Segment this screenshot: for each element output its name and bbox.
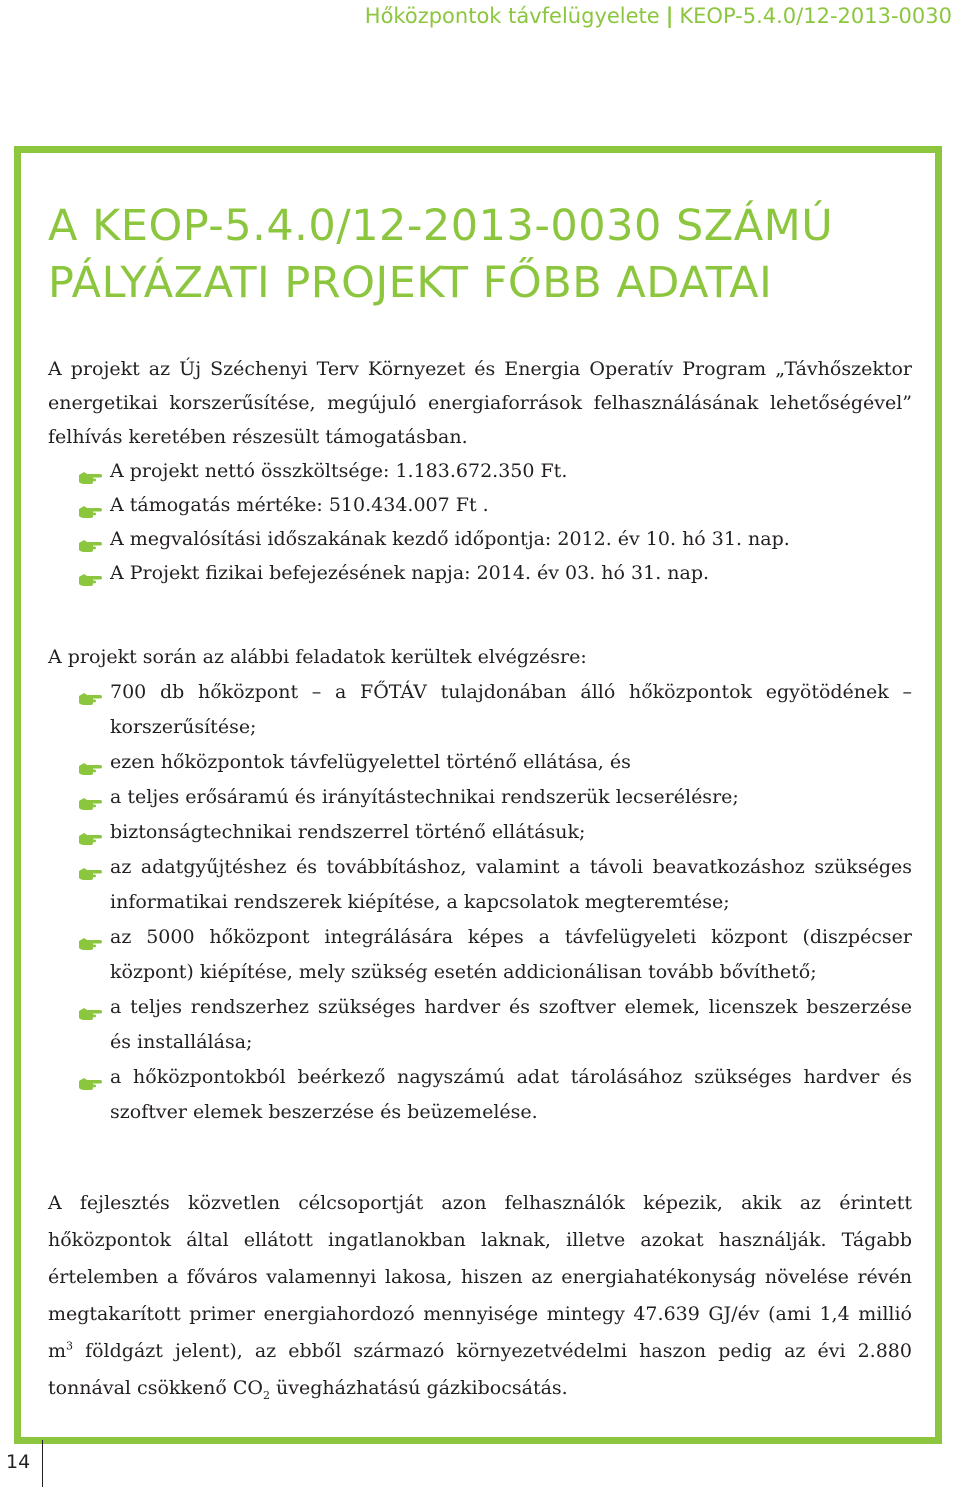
pointing-hand-icon: [78, 1068, 102, 1082]
tasks-section: [48, 640, 912, 1130]
final-text-1: A fejlesztés közvetlen célcsoportját azon felhasználók képezik, akik az érintett hőközpontok által ellátott ingatlanokban laknak, illetve azokat használják. Tágabb értelemben a főváros valamennyi lakosa, hiszen az energiahatékonyság növelése révén megtakarított primer energiahordozó mennyisége mintegy 47.639 GJ/év (ami 1,4 millió m: [48, 1192, 912, 1362]
pointing-hand-icon: [78, 998, 102, 1012]
task-item: [48, 780, 912, 815]
pointing-hand-icon: [78, 564, 102, 578]
page-number: 14: [6, 1451, 31, 1473]
task-item: [48, 990, 912, 1060]
pointing-hand-icon: [78, 683, 102, 697]
pointing-hand-icon: [78, 753, 102, 767]
page-title-line-1: A KEOP-5.4.0/12-2013-0030 SZÁMÚ: [48, 201, 834, 251]
fact-item: [48, 522, 912, 556]
task-item: [48, 745, 912, 780]
pointing-hand-icon: [78, 858, 102, 872]
header-project-code: KEOP-5.4.0/12-2013-0030: [679, 4, 952, 28]
pointing-hand-icon: [78, 496, 102, 510]
pointing-hand-icon: [78, 462, 102, 476]
task-item: [48, 675, 912, 745]
pointing-hand-icon: [78, 788, 102, 802]
task-item-text: a teljes erősáramú és irányítástechnikai rendszerük lecserélésre;: [110, 786, 739, 808]
fact-item-text: A projekt nettó összköltsége: 1.183.672.350 Ft.: [110, 460, 568, 482]
task-item-text: az 5000 hőközpont integrálására képes a távfelügyeleti központ (diszpécser központ) kiépítése, mely szükség esetén addicionálisan tovább bővíthető;: [110, 926, 912, 983]
tasks-lead: A projekt során az alábbi feladatok kerültek elvégzésre:: [48, 646, 587, 668]
task-item: [48, 850, 912, 920]
task-item: [48, 815, 912, 850]
task-item-text: biztonságtechnikai rendszerrel történő ellátásuk;: [110, 821, 586, 843]
fact-item: [48, 488, 912, 522]
final-section: [48, 1185, 912, 1407]
header-separator: |: [665, 4, 674, 28]
final-text-2: földgázt jelent), az ebből származó környezetvédelmi haszon pedig az évi 2.880 tonnával csökkenő CO: [48, 1340, 912, 1399]
pointing-hand-icon: [78, 530, 102, 544]
facts-list: [48, 454, 912, 590]
fact-item-text: A Projekt fizikai befejezésének napja: 2014. év 03. hó 31. nap.: [110, 562, 710, 584]
page-title-line-2: PÁLYÁZATI PROJEKT FŐBB ADATAI: [48, 258, 773, 308]
task-item: [48, 920, 912, 990]
pointing-hand-icon: [78, 928, 102, 942]
final-text-3: üvegházhatású gázkibocsátás.: [269, 1377, 568, 1399]
fact-item-text: A megvalósítási időszakának kezdő időpontja: 2012. év 10. hó 31. nap.: [110, 528, 790, 550]
task-item-text: a teljes rendszerhez szükséges hardver és szoftver elemek, licenszek beszerzése és installálása;: [110, 996, 912, 1053]
running-header: [365, 4, 952, 28]
final-paragraph: [48, 1185, 912, 1407]
intro-section: [48, 352, 912, 590]
pointing-hand-icon: [78, 823, 102, 837]
tasks-list: [48, 675, 912, 1130]
page-number-rule: [42, 1440, 43, 1487]
superscript-3: 3: [66, 1339, 74, 1353]
fact-item: [48, 556, 912, 590]
task-item-text: ezen hőközpontok távfelügyelettel történő ellátása, és: [110, 751, 631, 773]
header-title: Hőközpontok távfelügyelete: [364, 4, 660, 28]
intro-paragraph: A projekt az Új Széchenyi Terv Környezet és Energia Operatív Program „Távhőszektor energetikai korszerűsítése, megújuló energiaforrások felhasználásának lehetőségével” felhívás keretében részesült támogatásban.: [48, 358, 912, 448]
fact-item: [48, 454, 912, 488]
page-title: [48, 198, 833, 312]
task-item-text: 700 db hőközpont – a FŐTÁV tulajdonában álló hőközpontok egyötödének – korszerűsítése;: [110, 681, 912, 738]
task-item-text: a hőközpontokból beérkező nagyszámú adat tárolásához szükséges hardver és szoftver elemek beszerzése és beüzemelése.: [110, 1066, 912, 1123]
task-item: [48, 1060, 912, 1130]
task-item-text: az adatgyűjtéshez és továbbításhoz, valamint a távoli beavatkozáshoz szükséges informatikai rendszerek kiépítése, a kapcsolatok megteremtése;: [110, 856, 912, 913]
subscript-2: 2: [262, 1388, 270, 1402]
fact-item-text: A támogatás mértéke: 510.434.007 Ft .: [110, 494, 489, 516]
